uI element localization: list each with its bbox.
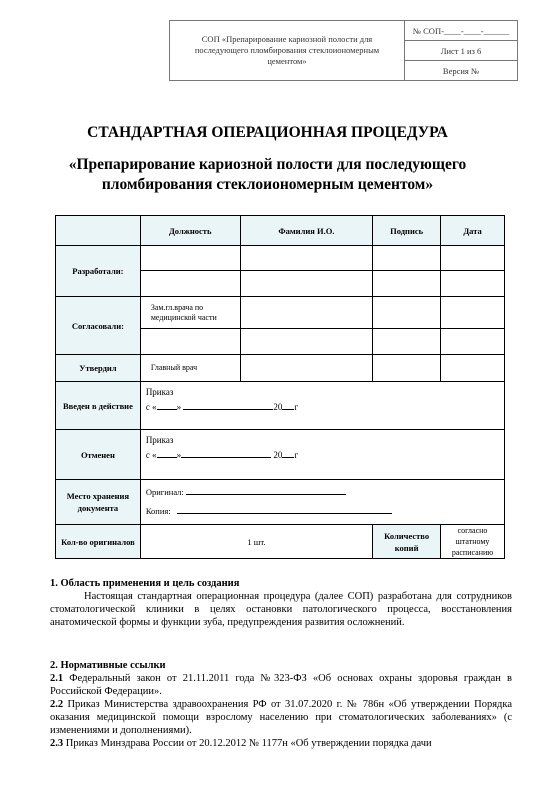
approval-table: [55, 215, 505, 559]
date-prefix: с «: [145, 402, 157, 412]
copy-field[interactable]: [177, 513, 392, 514]
copy-label: Копия:: [145, 506, 171, 516]
originals-count-label: Кол-во оригиналов: [56, 525, 141, 559]
section2-item: [50, 737, 512, 750]
copies-label: Количество копий: [373, 525, 441, 559]
cell[interactable]: [441, 271, 505, 297]
storage-cell: [140, 480, 504, 525]
cell[interactable]: [240, 329, 373, 355]
copies-value: согласно штатному расписанию: [441, 525, 505, 559]
cell[interactable]: [140, 246, 240, 271]
storage-label: Место хранения документа: [56, 480, 141, 525]
cell[interactable]: [441, 329, 505, 355]
date-prefix: с «: [145, 450, 157, 460]
cell[interactable]: [441, 297, 505, 329]
section1-heading: 1. Область применения и цель создания: [50, 578, 240, 589]
cell[interactable]: [373, 297, 441, 329]
date-mid: »: [176, 450, 182, 460]
cancelled-order-label: Приказ: [145, 435, 174, 445]
cell[interactable]: [140, 329, 240, 355]
cell[interactable]: [240, 246, 373, 271]
cell[interactable]: [373, 246, 441, 271]
cell[interactable]: [240, 355, 373, 382]
year-field[interactable]: [282, 457, 294, 458]
introduced-label: Введен в действие: [56, 382, 141, 430]
col-name-header: Фамилия И.О.: [240, 216, 373, 246]
item-number: 2.2: [50, 699, 64, 710]
cell[interactable]: [373, 329, 441, 355]
introduced-order-cell: [140, 382, 504, 430]
approved-position: Главный врач: [140, 355, 240, 382]
date-suffix: г: [294, 402, 299, 412]
document-subtitle: [0, 155, 535, 195]
item-text: Федеральный закон от 21.11.2011 года №323-ФЗ «Об основах охраны здоровья граждан в Российской Федерации».: [50, 673, 512, 697]
day-field[interactable]: [157, 409, 177, 410]
item-text: Приказ Минздрава России от 20.12.2012 № 1177н «Об утверждении порядка дачи: [63, 738, 432, 749]
cell[interactable]: [240, 271, 373, 297]
cell[interactable]: [441, 246, 505, 271]
agreed-position: Зам.гл.врача по медицинской части: [140, 297, 240, 329]
section1-text: Настоящая стандартная операционная процедура (далее СОП) разработана для сотрудников стоматологической клиники в целях остановки патологического процесса, восстановления анатомической формы и функции зуба, предупреждения развития осложнений.: [50, 591, 512, 628]
date-mid: »: [176, 402, 182, 412]
document-header: [169, 20, 518, 81]
sop-title-cell: СОП «Препарирование кариозной полости для последующего пломбирования стеклоиономерным цементом»: [170, 21, 405, 81]
item-number: 2.3: [50, 738, 64, 749]
cell[interactable]: [373, 355, 441, 382]
cancelled-order-date[interactable]: [146, 448, 504, 463]
originals-count-value: 1 шт.: [140, 525, 372, 559]
col-signature-header: Подпись: [373, 216, 441, 246]
date-suffix: г: [294, 450, 299, 460]
original-label: Оригинал:: [145, 487, 184, 497]
section2-heading: 2. Нормативные ссылки: [50, 660, 166, 671]
item-number: 2.1: [50, 673, 64, 684]
sheet-count: Лист 1 из 6: [405, 41, 518, 61]
section2-item: [50, 672, 512, 698]
section2-item: [50, 698, 512, 737]
col-date-header: Дата: [441, 216, 505, 246]
month-field[interactable]: [181, 457, 271, 458]
date-year: 20: [273, 402, 283, 412]
subtitle-text: «Препарирование кариозной полости для последующего пломбирования стеклоиономерным цементом»: [68, 156, 467, 193]
version: Версия №: [405, 61, 518, 81]
cell[interactable]: [373, 271, 441, 297]
cell[interactable]: [140, 271, 240, 297]
cell[interactable]: [441, 355, 505, 382]
sop-number: № СОП-____-____-______: [405, 21, 518, 41]
developed-label: Разработали:: [56, 246, 141, 297]
month-field[interactable]: [183, 409, 273, 410]
day-field[interactable]: [157, 457, 177, 458]
document-title: СТАНДАРТНАЯ ОПЕРАЦИОННАЯ ПРОЦЕДУРА: [87, 124, 448, 141]
cancelled-order-cell: [140, 430, 504, 480]
introduced-order-date[interactable]: [146, 400, 504, 415]
cell[interactable]: [240, 297, 373, 329]
date-year: 20: [273, 450, 283, 460]
original-row: [146, 483, 504, 502]
cancelled-label: Отменен: [56, 430, 141, 480]
agreed-label: Согласовали:: [56, 297, 141, 355]
copy-row: [146, 502, 504, 521]
item-text: Приказ Министерства здравоохранения РФ от 31.07.2020 г. № 786н «Об утверждении Порядка оказания медицинской помощи взрослому населению при стоматологических заболеваниях» (с изменениями и дополнениями).: [50, 699, 512, 736]
original-field[interactable]: [186, 494, 346, 495]
col-position-header: Должность: [140, 216, 240, 246]
header-empty-cell: [56, 216, 141, 246]
year-field[interactable]: [282, 409, 294, 410]
approved-label: Утвердил: [56, 355, 141, 382]
introduced-order-label: Приказ: [145, 387, 174, 397]
